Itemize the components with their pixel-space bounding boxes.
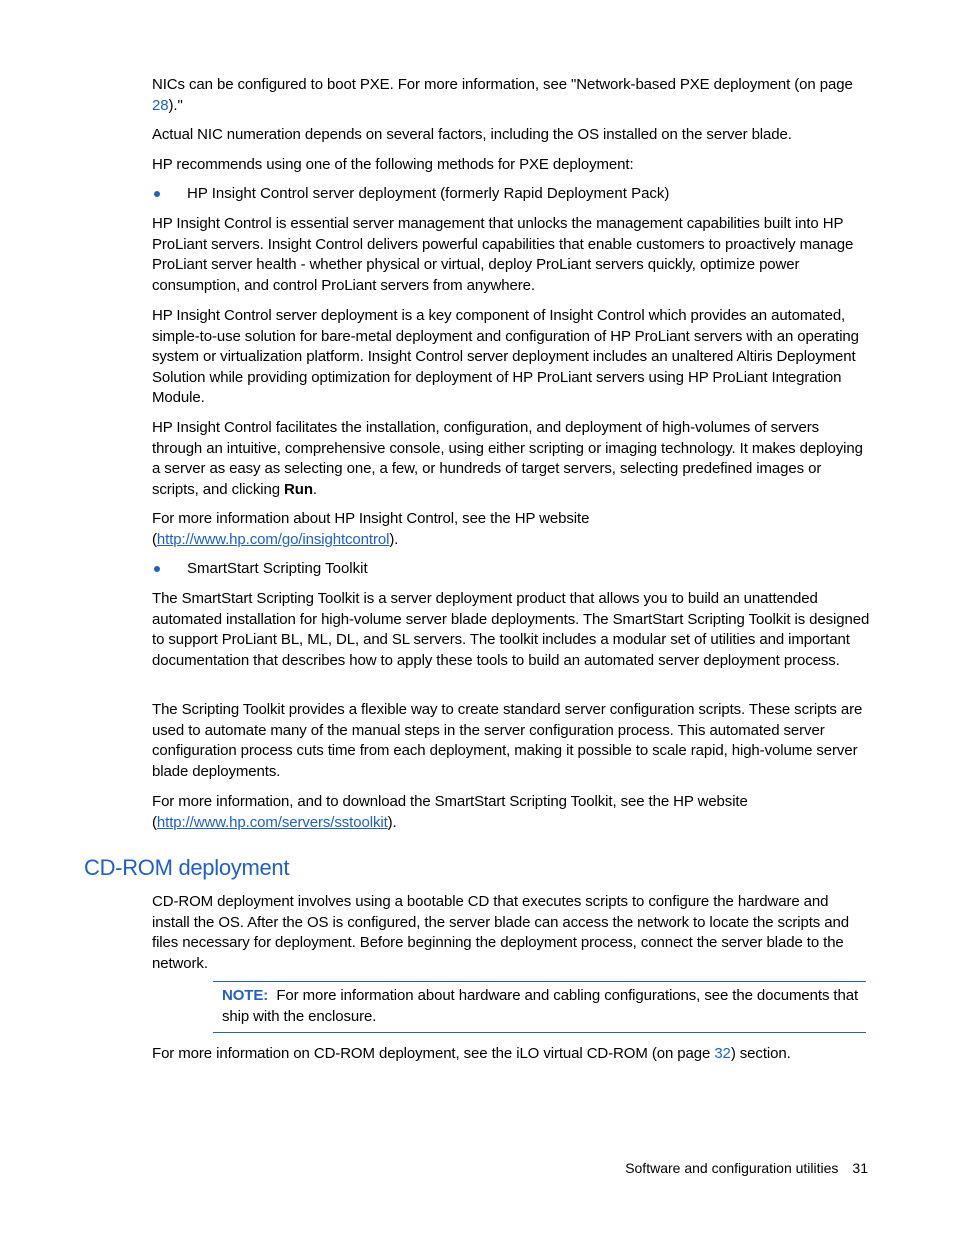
paragraph-insight-website: For more information about HP Insight Control, see the HP website (http://www.hp.com/go/insightcontrol).	[152, 510, 590, 548]
paragraph-smartstart-toolkit: The SmartStart Scripting Toolkit is a server deployment product that allows you to build an unattended automated installation for high-volume server blade deployments. The SmartStart Scripting Toolkit is designed to support ProLiant BL, ML, DL, and SL servers. The toolkit includes a modular set of utilities and important documentation that describes how to apply these tools to build an automated server deployment process.	[152, 590, 870, 669]
note-box	[213, 981, 866, 1033]
page-footer	[625, 1158, 868, 1178]
paragraph-ilo-cdrom: For more information on CD-ROM deployment, see the iLO virtual CD-ROM (on page 32) section.	[152, 1045, 791, 1062]
paragraph-insight-control: HP Insight Control is essential server management that unlocks the management capabilities built into HP ProLiant servers. Insight Control delivers powerful capabilities that enable customers to proactively manage ProLiant server health - whether physical or virtual, deploy ProLiant servers quickly, optimize power consumption, and control ProLiant servers from anywhere.	[152, 215, 854, 294]
paragraph-nic-numeration: Actual NIC numeration depends on several factors, including the OS installed on the server blade.	[152, 126, 792, 143]
run-label: Run	[284, 480, 313, 498]
paragraph-sstoolkit-website: For more information, and to download the SmartStart Scripting Toolkit, see the HP website (http://www.hp.com/servers/sstoolkit).	[152, 793, 748, 831]
paragraph-pxe-methods: HP recommends using one of the following methods for PXE deployment:	[152, 156, 634, 173]
paragraph-insight-facilitates: HP Insight Control facilitates the installation, configuration, and deployment of high-volumes of servers through an intuitive, comprehensive console, using either scripting or imaging technology. It makes deploying a server as easy as selecting one, a few, or hundreds of target servers, selecting predefined images or scripts, and clicking Run.	[152, 419, 863, 498]
note-text: NOTE: For more information about hardware and cabling configurations, see the documents that ship with the enclosure.	[222, 987, 859, 1025]
footer-section: Software and configuration utilities	[625, 1160, 839, 1176]
page-link-28[interactable]: 28	[152, 96, 169, 114]
bullet-icon	[154, 191, 160, 197]
bullet-icon	[154, 566, 160, 572]
paragraph-cdrom-deployment: CD-ROM deployment involves using a bootable CD that executes scripts to configure the hardware and install the OS. After the OS is configured, the server blade can access the network to locate the scripts and files necessary for deployment. Before beginning the deployment process, connect the server blade to the network.	[152, 893, 849, 972]
paragraph-nic-pxe: NICs can be configured to boot PXE. For more information, see "Network-based PXE deployment (on page 28)."	[152, 76, 853, 114]
section-heading: CD-ROM deployment	[84, 855, 290, 880]
footer-page-number: 31	[852, 1160, 868, 1176]
paragraph-server-deployment: HP Insight Control server deployment is a key component of Insight Control which provides an automated, simple-to-use solution for bare-metal deployment and configuration of HP ProLiant servers with an operating system or virtualization platform. Insight Control server deployment includes an unaltered Altiris Deployment Solution while providing optimization for deployment of HP ProLiant servers using HP ProLiant Integration Module.	[152, 307, 859, 406]
note-label: NOTE:	[222, 987, 269, 1004]
insightcontrol-link[interactable]: http://www.hp.com/go/insightcontrol	[156, 530, 390, 548]
paragraph-scripting-toolkit: The Scripting Toolkit provides a flexible way to create standard server configuration scripts. These scripts are used to automate many of the manual steps in the server configuration process. This automated server configuration process cuts time from each deployment, making it possible to scale rapid, high-volume server blade deployments.	[152, 701, 863, 780]
page-link-32[interactable]: 32	[714, 1045, 731, 1062]
sstoolkit-link[interactable]: http://www.hp.com/servers/sstoolkit	[156, 813, 388, 831]
